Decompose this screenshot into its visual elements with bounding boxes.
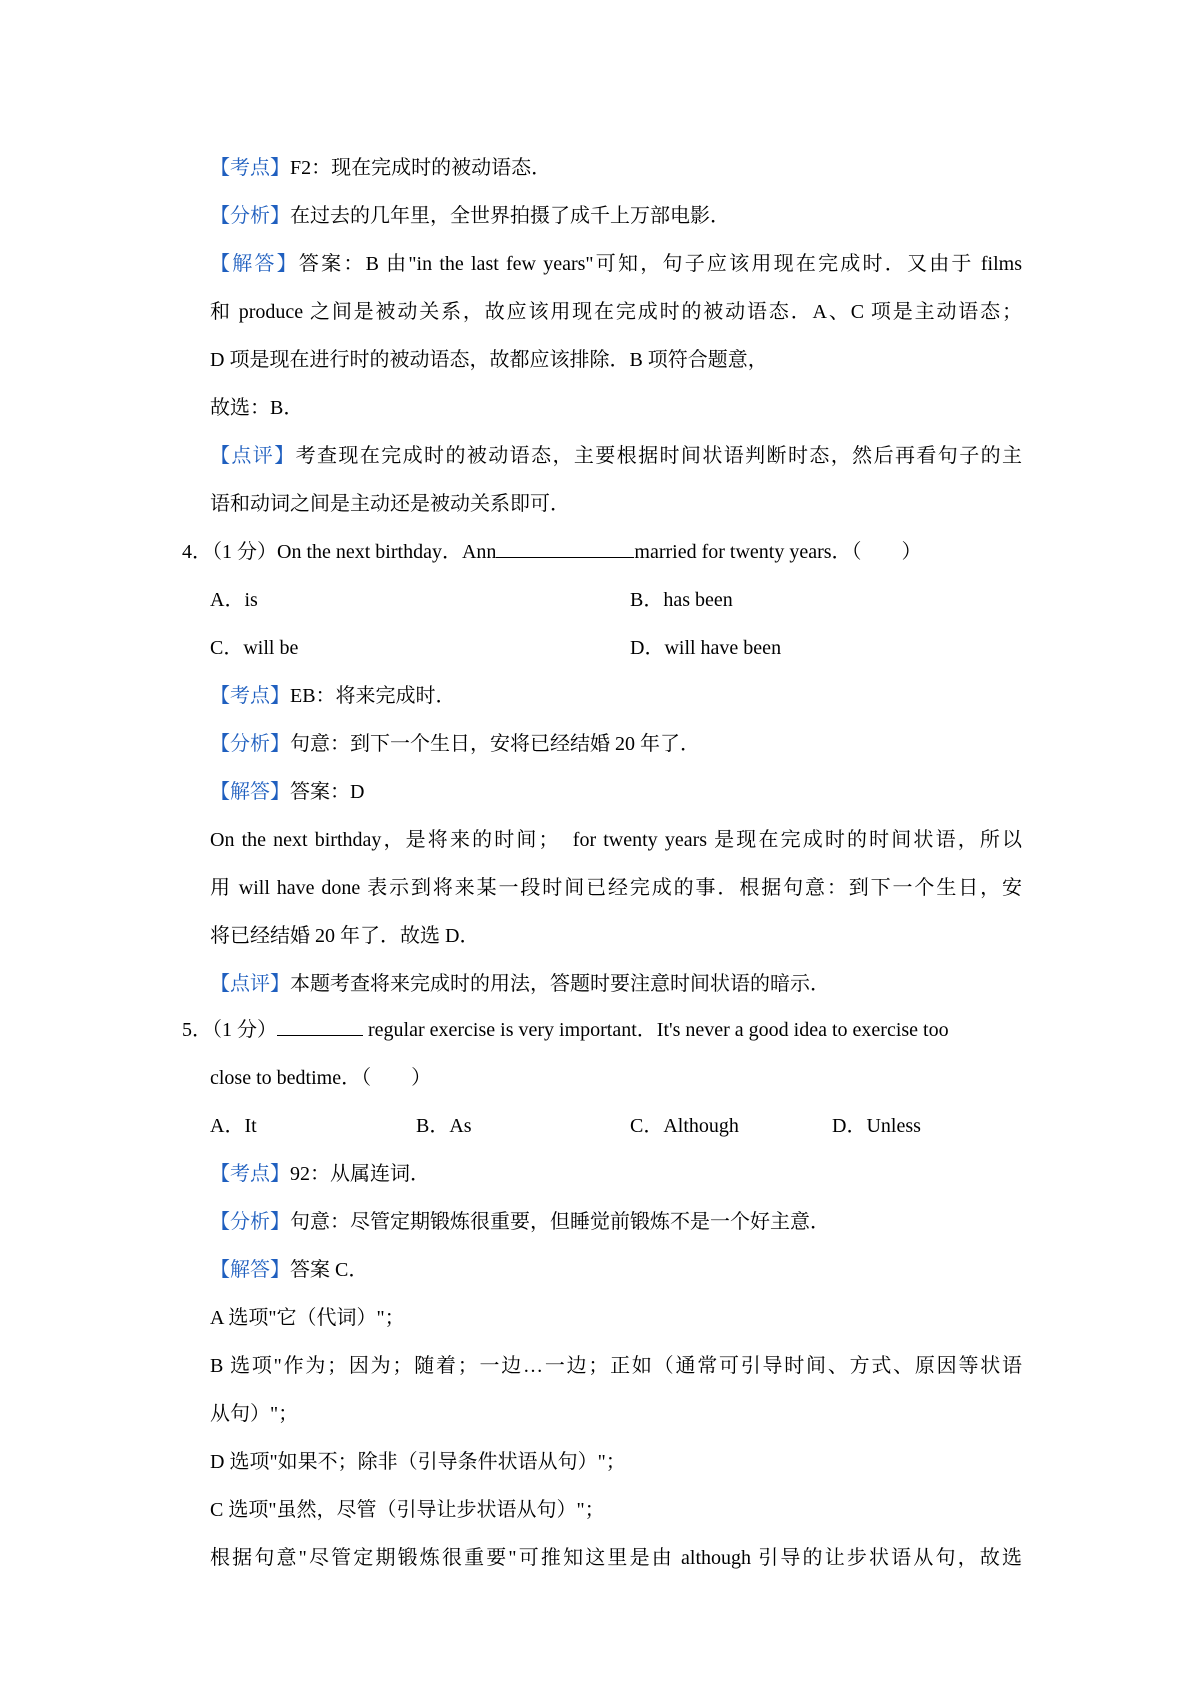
fenxi-tag: 【分析】 [210,1211,290,1233]
q4-stem-post: married for twenty years．（ ） [634,541,922,563]
q5-blank [277,1017,363,1036]
q4-option-b: B．has been [630,589,733,611]
q4-jieda [210,778,364,806]
jieda-tag: 【解答】 [210,253,299,275]
q4-explanation-line3: 将已经结婚 20 年了．故选 D． [210,925,480,947]
q4-stem-pre: 4．（1 分）On the next birthday．Ann [182,541,497,563]
q4-dianping [210,970,830,998]
q4-stem [182,538,922,566]
q5-option-b-explanation-line2: 从句）"； [210,1403,299,1425]
q5-conclusion-line: 根据句意"尽管定期锻炼很重要"可推知这里是由 although 引导的让步状语从句，故选 [210,1547,1022,1569]
dianping-tag: 【点评】 [210,445,296,467]
jieda-tag: 【解答】 [210,781,290,803]
q5-stem-post: regular exercise is very important．It's never a good idea to exercise too [363,1019,949,1041]
q4-option-a: A．is [210,589,258,611]
q5-option-b-explanation-line1: B 选项"作为；因为；随着；一边…一边；正如（通常可引导时间、方式、原因等状语 [210,1355,1022,1377]
q4-kaodian [210,682,456,710]
q4-option-c: C．will be [210,637,299,659]
q3-kaodian [210,154,551,182]
fenxi-text: 句意：尽管定期锻炼很重要，但睡觉前锻炼不是一个好主意． [290,1211,830,1233]
q5-option-d-explanation: D 选项"如果不；除非（引导条件状语从句）"； [210,1451,626,1473]
dianping-tag: 【点评】 [210,973,290,995]
kaodian-tag: 【考点】 [210,685,290,707]
fenxi-tag: 【分析】 [210,205,290,227]
q5-stem-pre: 5．（1 分） [182,1019,277,1041]
q5-jieda [210,1256,368,1284]
q4-option-d: D．will have been [630,637,782,659]
q5-stem-line2: close to bedtime．（ ） [210,1067,432,1089]
q5-fenxi [210,1208,830,1236]
q3-jieda-line1 [210,250,1022,278]
q5-option-c-explanation: C 选项"虽然，尽管（引导让步状语从句）"； [210,1499,605,1521]
q3-dianping-line2: 语和动词之间是主动还是被动关系即可． [210,493,570,515]
q3-fenxi [210,202,730,230]
q4-explanation-line2: 用 will have done 表示到将来某一段时间已经完成的事．根据句意：到下一个生日，安 [210,877,1022,899]
q4-blank [496,539,634,558]
kaodian-tag: 【考点】 [210,157,290,179]
q4-explanation-line1: On the next birthday，是将来的时间； for twenty years 是现在完成时的时间状语，所以 [210,829,1022,851]
kaodian-text: EB：将来完成时． [290,685,456,707]
q5-option-c: C．Although [630,1115,739,1137]
q5-kaodian [210,1160,430,1188]
q5-stem-line1 [182,1016,949,1044]
jieda-text: 答案：D [290,781,365,803]
q5-option-a: A．It [210,1115,257,1137]
dianping-text: 考查现在完成时的被动语态，主要根据时间状语判断时态，然后再看句子的主 [295,445,1023,467]
fenxi-tag: 【分析】 [210,733,290,755]
jieda-tag: 【解答】 [210,1259,290,1281]
q5-option-d: D．Unless [832,1115,921,1137]
q3-jieda-line2: 和 produce 之间是被动关系，故应该用现在完成时的被动语态．A、C 项是主动语态； [210,301,1022,323]
kaodian-tag: 【考点】 [210,1163,290,1185]
dianping-text: 本题考查将来完成时的用法，答题时要注意时间状语的暗示． [290,973,830,995]
q5-option-a-explanation: A 选项"它（代词）"； [210,1307,405,1329]
kaodian-text: 92：从属连词． [290,1163,430,1185]
q3-jieda-line4: 故选：B． [210,397,304,419]
jieda-text: 答案：B 由"in the last few years"可知，句子应该用现在完成时．又由于 films [298,253,1023,275]
q5-option-b: B．As [416,1115,472,1137]
fenxi-text: 在过去的几年里，全世界拍摄了成千上万部电影． [290,205,730,227]
q3-jieda-line3: D 项是现在进行时的被动语态，故都应该排除．B 项符合题意， [210,349,768,371]
q3-dianping-line1 [210,442,1022,470]
jieda-text: 答案 C． [290,1259,369,1281]
fenxi-text: 句意：到下一个生日，安将已经结婚 20 年了． [290,733,700,755]
q4-fenxi [210,730,700,758]
kaodian-text: F2：现在完成时的被动语态． [290,157,552,179]
